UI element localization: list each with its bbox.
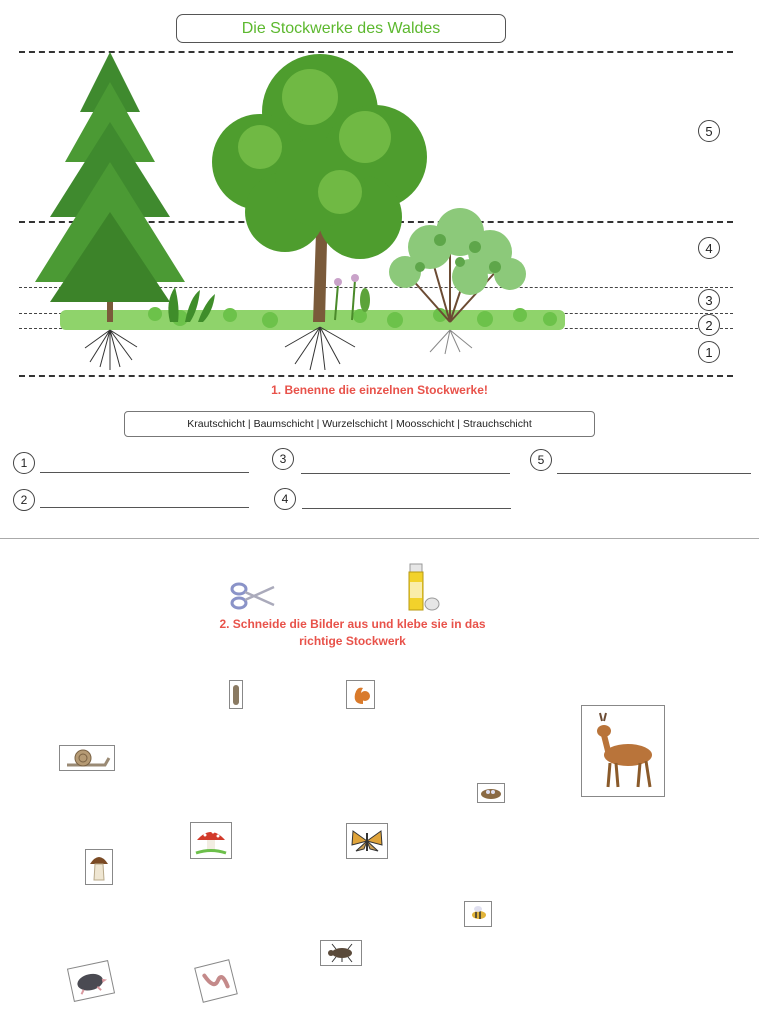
worksheet-title: Die Stockwerke des Waldes xyxy=(176,14,506,43)
layer-number-5: 5 xyxy=(698,120,720,142)
mole-card[interactable] xyxy=(67,960,115,1002)
spruce-roots xyxy=(85,330,137,370)
layer-boundary-bottom xyxy=(19,375,733,377)
squirrel-card[interactable] xyxy=(346,680,375,709)
butterfly-card[interactable] xyxy=(346,823,388,859)
shrub-roots xyxy=(430,330,472,354)
porcini-card[interactable] xyxy=(85,849,113,885)
layer-number-3: 3 xyxy=(698,289,720,311)
task-2-line-2: richtige Stockwerk xyxy=(299,634,406,648)
answer-number-1: 1 xyxy=(13,452,35,474)
snail-card[interactable] xyxy=(59,745,115,771)
layer-number-1: 1 xyxy=(698,341,720,363)
answer-number-4: 4 xyxy=(274,488,296,510)
earthworm-icon xyxy=(199,964,233,998)
fly-agaric-icon xyxy=(194,826,228,856)
scissors-icon xyxy=(230,581,276,611)
answer-number-5: 5 xyxy=(530,449,552,471)
answer-line-5[interactable] xyxy=(557,473,751,474)
task-2-line-1: 2. Schneide die Bilder aus und klebe sie in das xyxy=(219,617,486,631)
answer-line-1[interactable] xyxy=(40,472,249,473)
tree-roots xyxy=(285,327,355,370)
porcini-icon xyxy=(88,852,110,882)
layer-number-4: 4 xyxy=(698,237,720,259)
layer-number-2: 2 xyxy=(698,314,720,336)
section-divider xyxy=(0,538,759,539)
answer-number-3: 3 xyxy=(272,448,294,470)
wood-louse-icon xyxy=(232,684,240,706)
fly-agaric-card[interactable] xyxy=(190,822,232,859)
wood-louse-card[interactable] xyxy=(229,680,243,709)
answer-line-2[interactable] xyxy=(40,507,249,508)
snail-icon xyxy=(63,748,111,768)
nest-icon xyxy=(480,786,502,800)
bird-nest-card[interactable] xyxy=(477,783,505,803)
earthworm-card[interactable] xyxy=(194,959,238,1003)
task-1-instruction: 1. Benenne die einzelnen Stockwerke! xyxy=(271,383,488,397)
deer-icon xyxy=(586,711,660,791)
spruce-tree xyxy=(35,52,185,322)
shrub xyxy=(389,208,526,322)
beetle-card[interactable] xyxy=(320,940,362,966)
answer-line-4[interactable] xyxy=(302,508,511,509)
beetle-icon xyxy=(324,943,358,963)
forest-illustration xyxy=(20,52,580,372)
deer-card[interactable] xyxy=(581,705,665,797)
glue-stick-icon xyxy=(406,560,440,614)
bee-card[interactable] xyxy=(464,901,492,927)
word-bank: Krautschicht | Baumschicht | Wurzelschicht | Moosschicht | Strauchschicht xyxy=(124,411,595,437)
answer-line-3[interactable] xyxy=(301,473,510,474)
butterfly-icon xyxy=(350,827,384,855)
bee-icon xyxy=(467,905,489,923)
mole-icon xyxy=(72,966,110,997)
squirrel-icon xyxy=(349,684,373,706)
task-2-instruction xyxy=(200,616,505,650)
answer-number-2: 2 xyxy=(13,489,35,511)
